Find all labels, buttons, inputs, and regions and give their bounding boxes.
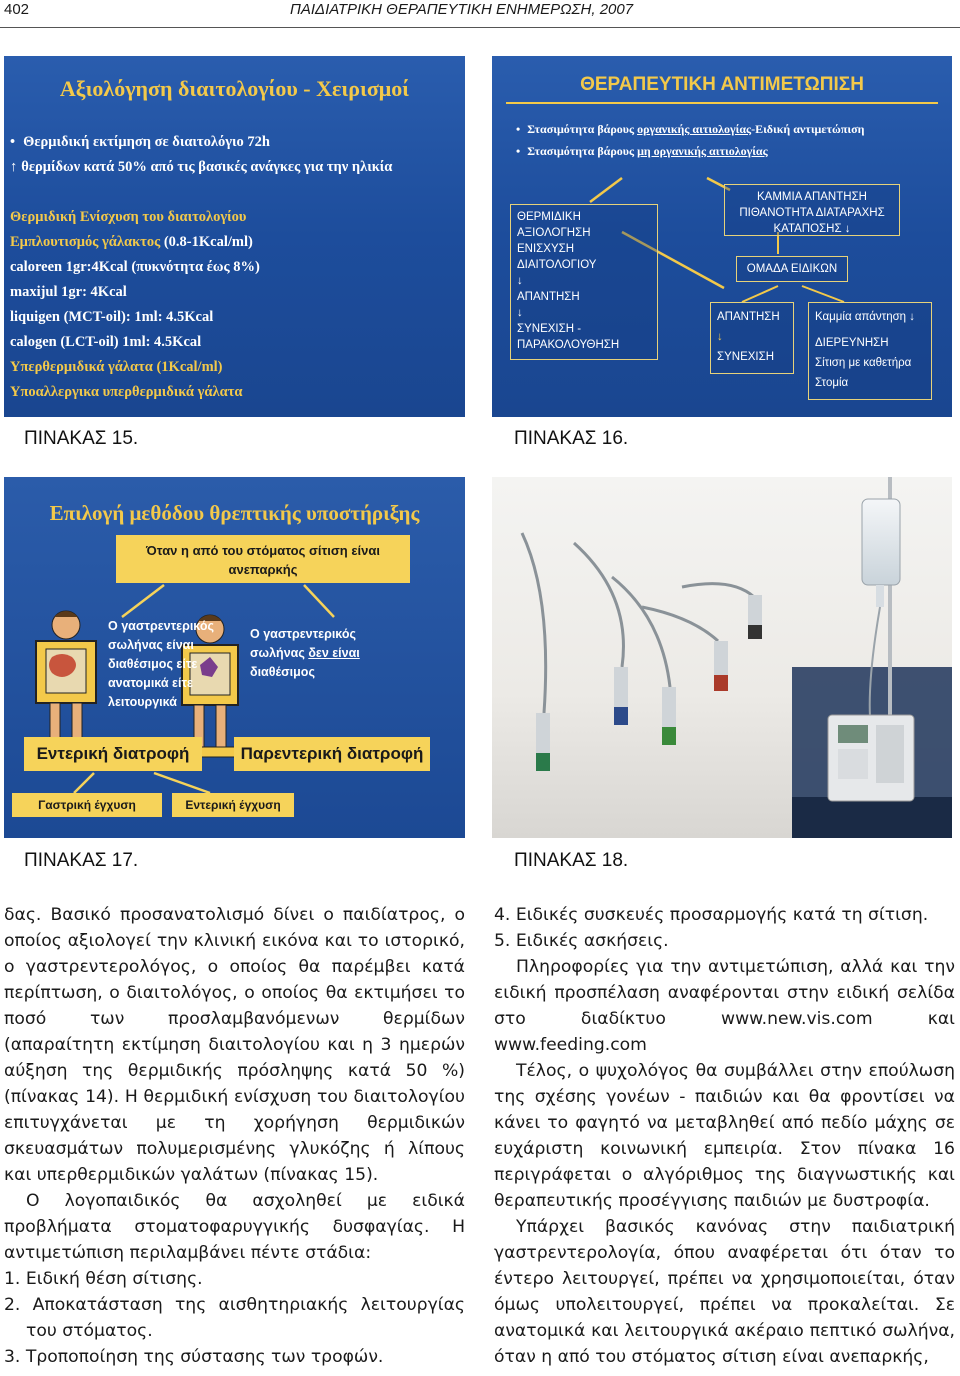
page-number: 402 xyxy=(4,1,30,18)
flow-box-answer: ΑΠΑΝΤΗΣΗ ↓ ΣΥΝΕΧΙΣΗ xyxy=(710,302,794,374)
journal-title: ΠΑΙΔΙΑΤΡΙΚΗ ΘΕΡΑΠΕΥΤΙΚΗ ΕΝΗΜΕΡΩΣΗ, 2007 xyxy=(290,1,634,18)
flow-box-caloric: ΘΕΡΜΙΔΙΚΗ ΑΞΙΟΛΟΓΗΣΗ ΕΝΙΣΧΥΣΗ ΔΙΑΙΤΟΛΟΓΙΟΥ ↓ ΑΠΑΝΤΗΣΗ ↓ ΣΥΝΕΧΙΣΗ - ΠΑΡΑΚΟΛΟΥΘΗΣΗ xyxy=(510,204,658,360)
table-15-line: maxijul 1gr: 4Kcal xyxy=(10,284,127,300)
table-15-line: calogen (LCT-oil) 1ml: 4.5Kcal xyxy=(10,334,202,350)
table-15-line: Υπερθερμιδικά γάλατα (1Kcal/ml) xyxy=(10,359,223,375)
table-16-caption: ΠΙΝΑΚΑΣ 16. xyxy=(514,428,629,449)
table-15-bullet-1: • Θερμιδική εκτίμηση σε διαιτολόγιο 72h xyxy=(10,130,392,155)
table-16-slide xyxy=(492,56,952,417)
child-figure-left xyxy=(32,607,100,757)
table-17-banner: Όταν η από του στόματος σίτιση είναι ανεπαρκής xyxy=(116,535,410,583)
paragraph: Ο λογοπαιδικός θα ασχοληθεί με ειδικά προβλήματα στοματοφαρυγγικής δυσφαγίας. Η αντιμετώπιση περιλαμβάνει πέντε στάδια: xyxy=(4,1191,465,1263)
table-15-title: Αξιολόγηση διαιτολογίου - Χειρισμοί xyxy=(59,76,410,101)
table-16-bullet-1: • Στασιμότητα βάρους οργανικής αιτιολογίας-Ειδική αντιμετώπιση xyxy=(516,118,864,140)
table-17-title: Επιλογή μεθόδου θρεπτικής υποστήριξης xyxy=(49,501,420,525)
table-15-caption: ΠΙΝΑΚΑΣ 15. xyxy=(24,428,139,449)
intestinal-infusion-box: Εντερική έγχυση xyxy=(172,793,294,817)
table-15-line: Υποαλλεργικα υπερθερμιδικά γάλατα xyxy=(10,384,243,400)
table-16-bullet-2: • Στασιμότητα βάρους μη οργανικής αιτιολογίας xyxy=(516,140,864,162)
table-15-line: liquigen (MCT-oil): 1ml: 4.5Kcal xyxy=(10,309,214,325)
flow-box-investigation: Καμμία απάντηση ↓ ΔΙΕΡΕΥΝΗΣΗ Σίτιση με καθετήρα Στομία xyxy=(808,302,932,400)
table-17-slide xyxy=(4,477,465,838)
table-15-line: caloreen 1gr:4Kcal (πυκνότητα έως 8%) xyxy=(10,259,260,275)
list-item: 1. Ειδική θέση σίτισης. xyxy=(4,1269,203,1289)
table-15-line: Εμπλουτισμός γάλακτος (0.8-1Kcal/ml) xyxy=(10,234,253,250)
paragraph: Τέλος, ο ψυχολόγος θα συμβάλλει στην επούλωση της σχέσης γονέων - παιδιών και θα φροντίσει να κάνει το φαγητό να μεταβληθεί από πεδίο μάχης σε ευχάριστη κοινωνική εμπειρία. Στον πίνακα 16 περιγράφεται ο αλγόριθμος της διαγνωστικής και θεραπευτικής προσέγγισης παιδιών με δυστροφία. xyxy=(494,1061,955,1211)
table-16-title: ΘΕΡΑΠΕΥΤΙΚΗ ΑΝΤΙΜΕΤΩΠΙΣΗ xyxy=(580,74,864,95)
table-15-lines xyxy=(10,205,260,405)
list-item: 4. Ειδικές συσκευές προσαρμογής κατά τη σίτιση. xyxy=(494,905,929,925)
table-17-caption: ΠΙΝΑΚΑΣ 17. xyxy=(24,850,139,871)
paragraph: Πληροφορίες για την αντιμετώπιση, αλλά και την ειδική προσπέλαση αναφέρονται στην ειδική σελίδα στο διαδίκτυο www.new.vis.com και www.feeding.com xyxy=(494,957,955,1055)
page-header xyxy=(0,0,960,28)
header-rule xyxy=(0,27,960,28)
table-18-photo xyxy=(492,477,952,838)
table-15-bullets xyxy=(10,130,392,180)
list-item: 5. Ειδικές ασκήσεις. xyxy=(494,931,669,951)
table-15-bullet-2: ↑ θερμίδων κατά 50% από τις βασικές ανάγκες για την ηλικία xyxy=(10,159,393,175)
body-right-column xyxy=(494,902,955,1370)
list-item: 2. Αποκατάσταση της αισθητηριακής λειτουργίας του στόματος. xyxy=(4,1295,465,1341)
table-15-slide xyxy=(4,56,465,417)
paragraph: Υπάρχει βασικός κανόνας στην παιδιατρική γαστρεντερολογία, όπου αναφέρεται ότι όταν το έντερο λειτουργεί, πρέπει να χρησιμοποιείται, όταν όμως υπολειτουργεί, πρέπει να προκαλείται. Σε ανατομικά και λειτουργικά ακέραιο πεπτικό σωλήνα, όταν η από του στόματος σίτιση είναι ανεπαρκής, xyxy=(494,1217,955,1367)
gi-available-text: Ο γαστρεντερικός σωλήνας είναι διαθέσιμος είτε ανατομικά είτε λειτουργικά xyxy=(108,619,214,709)
flow-box-no-response: ΚΑΜΜΙΑ ΑΠΑΝΤΗΣΗ ΠΙΘΑΝΟΤΗΤΑ ΔΙΑΤΑΡΑΧΗΣ ΚΑΤΑΠΟΣΗΣ ↓ xyxy=(724,184,900,236)
parenteral-nutrition-box: Παρεντερική διατροφή xyxy=(234,737,430,771)
flow-box-specialists: ΟΜΑΔΑ ΕΙΔΙΚΩΝ xyxy=(736,256,848,282)
up-arrow-icon: ↑ xyxy=(10,159,18,175)
gastric-infusion-box: Γαστρική έγχυση xyxy=(12,793,162,817)
gi-unavailable-text: Ο γαστρεντερικός σωλήνας δεν είναι διαθέσιμος xyxy=(250,627,360,679)
feeding-tubes-photo xyxy=(492,477,952,838)
body-left-column xyxy=(4,902,465,1370)
table-15-line: Θερμιδική Ενίσχυση του διαιτολογίου xyxy=(10,209,247,225)
table-18-caption: ΠΙΝΑΚΑΣ 18. xyxy=(514,850,629,871)
list-item: 3. Τροποποίηση της σύστασης των τροφών. xyxy=(4,1347,384,1367)
paragraph: δας. Βασικό προσανατολισμό δίνει ο παιδίατρος, ο οποίος αξιολογεί την κλινική εικόνα και το ιστορικό, ο γαστρεντερολόγος, ο οποίος θα παρέμβει κατά περίπτωση, ο διαιτολόγος, ο οποίος θα εκτιμήσει το ποσό των προσλαμβανόμενων θερμίδων (απαραίτητη εκτίμηση διαιτολογίου και η 3 ημερών αύξηση της θερμιδικής πρόσληψης κατά 50 %) (πίνακας 14). Η θερμιδική ενίσχυση του διαιτολογίου επιτυγχάνεται με τη χορήγηση θερμιδικών σκευασμάτων πολυμερισμένης γλυκόζης ή λίπους και υπερθερμιδικών γαλάτων (πίνακας 15). xyxy=(4,905,465,1185)
enteral-nutrition-box: Εντερική διατροφή xyxy=(24,737,202,771)
